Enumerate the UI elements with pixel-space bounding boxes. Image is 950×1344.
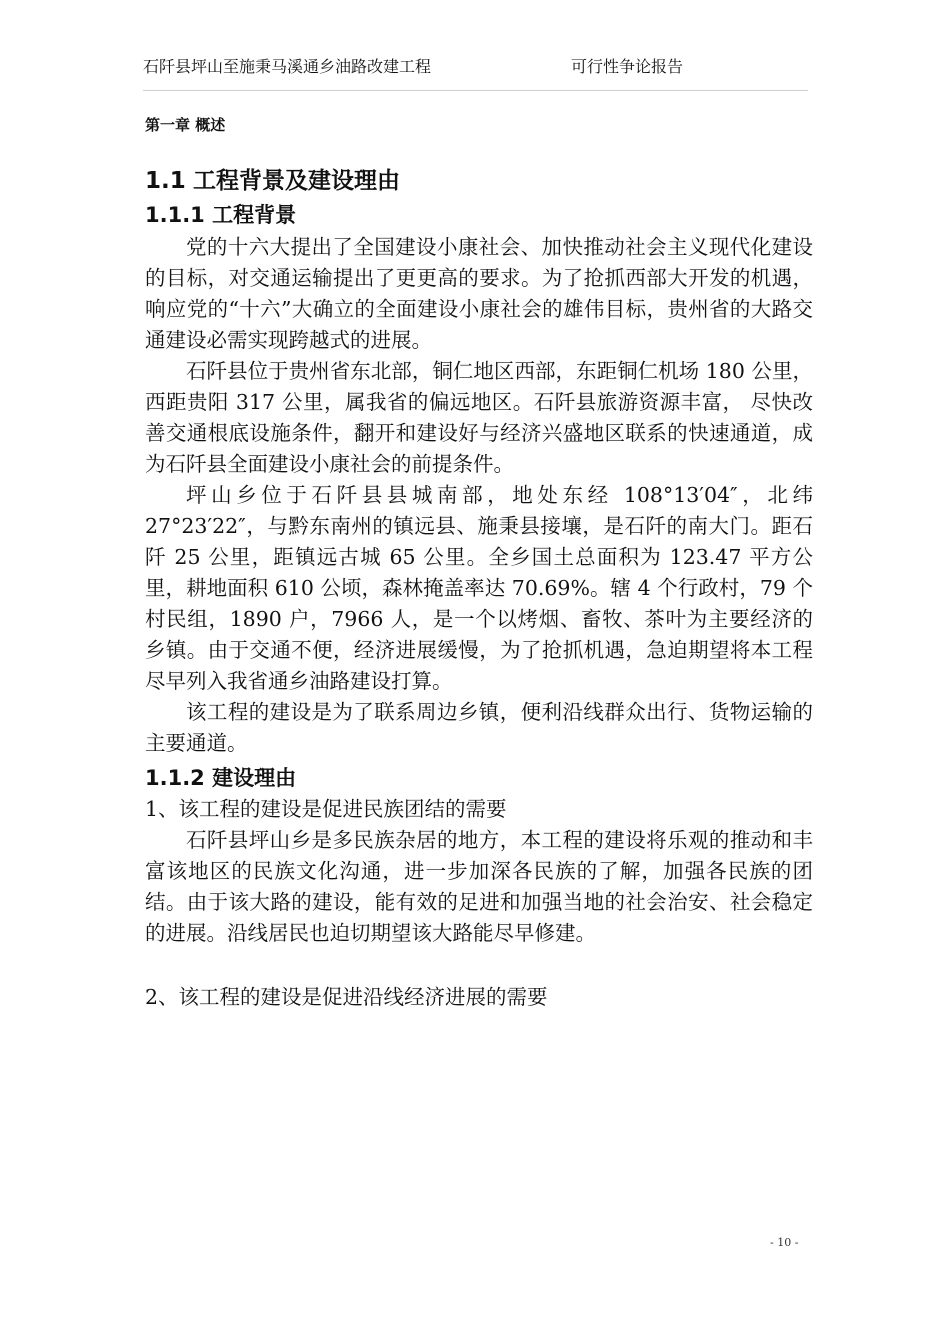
reason-item-1: 1、该工程的建设是促进民族团结的需要 — [145, 797, 507, 821]
paragraph: 石阡县坪山乡是多民族杂居的地方，本工程的建设将乐观的推动和丰富该地区的民族文化沟通，进一步加深各民族的了解，加强各民族的团结。由于该大路的建设，能有效的足进和加强当地的社会治安、社会稳定的进展。沿线居民也迫切期望该大路能尽早修建。 — [145, 828, 813, 945]
chapter-title: 第一章 概述 — [145, 116, 226, 134]
paragraph: 党的十六大提出了全国建设小康社会、加快推动社会主义现代化建设的目标，对交通运输提出了更更高的要求。为了抢抓西部大开发的机遇，响应党的“十六”大确立的全面建设小康社会的雄伟目标，贵州省的大路交通建设必需实现跨越式的进展。 — [145, 235, 813, 352]
paragraph: 坪山乡位于石阡县县城南部，地处东经 108°13′04″，北纬 27°23′22″，与黔东南州的镇远县、施秉县接壤，是石阡的南大门。距石阡 25 公里，距镇远古城 65 公里。全乡国土总面积为 123.47 平方公里，耕地面积 610 公顷，森林掩盖率达 70.69%。辖 4 个行政村，79 个村民组，1890 户，7966 人，是一个以烤烟、畜牧、茶叶为主要经济的乡镇。由于交通不便，经济进展缓慢，为了抢抓机遇，急迫期望将本工程尽早列入我省通乡油路建设打算。 — [145, 483, 813, 693]
page-header — [143, 52, 808, 91]
section-heading — [145, 162, 400, 195]
section-title: 工程背景及建设理由 — [193, 168, 400, 194]
paragraph: 石阡县位于贵州省东北部，铜仁地区西部，东距铜仁机场 180 公里，西距贵阳 317 公里，属我省的偏远地区。石阡县旅游资源丰富， 尽快改善交通根底设施条件，翻开和建设好与经济兴盛地区联系的快速通道，成为石阡县全面建设小康社会的前提条件。 — [145, 359, 813, 476]
section-number: 1.1 — [145, 168, 186, 194]
subsection-heading-reasons: 1.1.2 建设理由 — [145, 766, 297, 790]
reason-item-2: 2、该工程的建设是促进沿线经济进展的需要 — [145, 985, 548, 1009]
subsection-heading-background: 1.1.1 工程背景 — [145, 203, 297, 227]
background-body — [145, 232, 813, 759]
header-report-type: 可行性争论报告 — [571, 57, 684, 76]
paragraph: 该工程的建设是为了联系周边乡镇，便利沿线群众出行、货物运输的主要通道。 — [145, 700, 813, 755]
reasons-body — [145, 825, 813, 949]
page-number: - 10 - — [770, 1236, 799, 1249]
header-project-title: 石阡县坪山至施秉马溪通乡油路改建工程 — [143, 57, 432, 76]
